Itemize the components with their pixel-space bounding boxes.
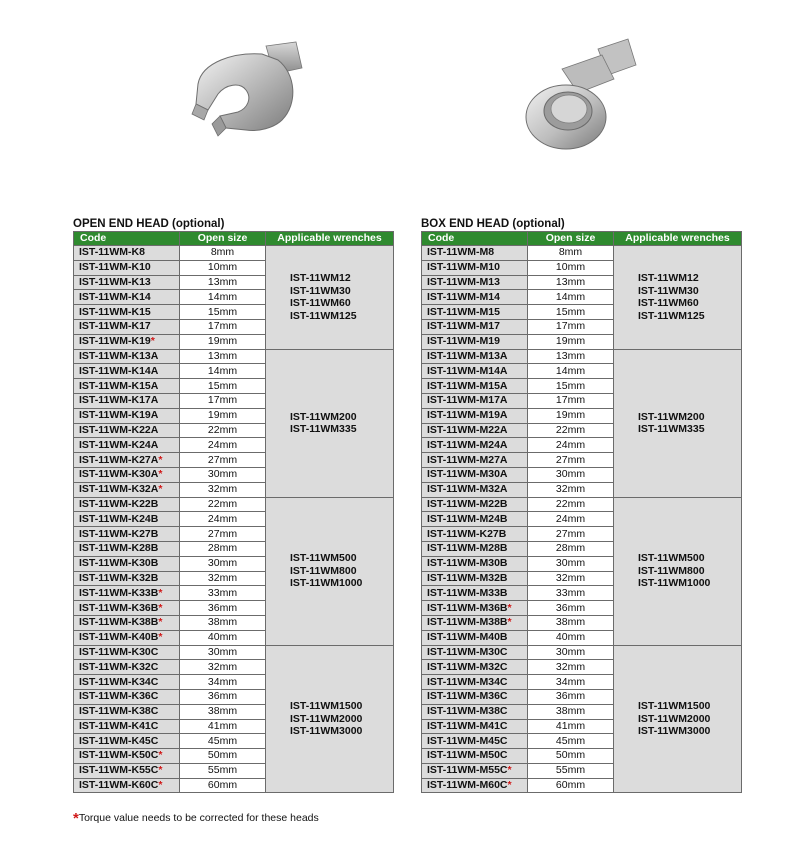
open-size-cell: 24mm: [180, 438, 266, 453]
code-cell: [422, 260, 528, 275]
wrench-model: IST-11WM2000: [638, 712, 711, 725]
code-cell: [422, 645, 528, 660]
code-text: IST-11WM-K34C: [79, 675, 159, 688]
code-cell: [74, 778, 180, 793]
code-cell: [74, 260, 180, 275]
header-code: Code: [422, 232, 528, 246]
open-size-cell: 24mm: [528, 438, 614, 453]
code-cell: [422, 364, 528, 379]
wrench-model: IST-11WM30: [290, 284, 351, 297]
code-cell: [422, 467, 528, 482]
code-text: IST-11WM-K55C: [79, 764, 159, 777]
code-cell: [74, 719, 180, 734]
torque-correction-star: *: [150, 335, 155, 348]
open-size-cell: 32mm: [528, 482, 614, 497]
footnote-star: *: [73, 810, 79, 827]
code-cell: [422, 349, 528, 364]
table-row: [74, 645, 394, 660]
code-text: IST-11WM-M10: [427, 261, 500, 274]
code-text: IST-11WM-M30A: [427, 468, 508, 481]
code-cell: [74, 393, 180, 408]
code-text: IST-11WM-M32A: [427, 483, 508, 496]
code-cell: [422, 704, 528, 719]
code-cell: [422, 749, 528, 764]
code-text: IST-11WM-K22A: [79, 423, 159, 436]
code-cell: [422, 379, 528, 394]
code-text: IST-11WM-M15: [427, 305, 500, 318]
box-end-head-image: [522, 35, 652, 155]
open-size-cell: 15mm: [180, 379, 266, 394]
code-cell: [422, 778, 528, 793]
table-row: [74, 349, 394, 364]
code-text: IST-11WM-K45C: [79, 734, 159, 747]
code-cell: [422, 601, 528, 616]
applicable-wrenches-cell: [266, 246, 394, 350]
wrench-model: IST-11WM2000: [290, 712, 363, 725]
open-size-cell: 19mm: [180, 408, 266, 423]
code-text: IST-11WM-K60C: [79, 779, 159, 792]
code-text: IST-11WM-M17A: [427, 394, 508, 407]
code-text: IST-11WM-M22A: [427, 423, 508, 436]
open-size-cell: 34mm: [180, 675, 266, 690]
code-cell: [422, 393, 528, 408]
open-size-cell: 27mm: [180, 527, 266, 542]
box-end-title: BOX END HEAD (optional): [421, 218, 565, 230]
code-text: IST-11WM-M27A: [427, 453, 508, 466]
code-text: IST-11WM-K27B: [427, 527, 507, 540]
open-size-cell: 45mm: [180, 734, 266, 749]
code-text: IST-11WM-M22B: [427, 497, 508, 510]
open-size-cell: 38mm: [528, 704, 614, 719]
code-cell: [74, 438, 180, 453]
code-text: IST-11WM-M33B: [427, 586, 508, 599]
open-size-cell: 30mm: [180, 556, 266, 571]
open-size-cell: 10mm: [528, 260, 614, 275]
code-text: IST-11WM-K13: [79, 275, 151, 288]
open-size-cell: 30mm: [528, 467, 614, 482]
open-size-cell: 32mm: [180, 482, 266, 497]
code-cell: [422, 615, 528, 630]
wrench-model: IST-11WM3000: [638, 725, 711, 738]
code-cell: [74, 675, 180, 690]
wrench-model: IST-11WM1500: [638, 700, 711, 713]
code-cell: [422, 675, 528, 690]
open-size-cell: 30mm: [528, 645, 614, 660]
open-size-cell: 50mm: [528, 749, 614, 764]
code-text: IST-11WM-M30C: [427, 645, 508, 658]
wrench-model: IST-11WM60: [290, 297, 351, 310]
open-size-cell: 13mm: [180, 349, 266, 364]
open-size-cell: 8mm: [180, 246, 266, 261]
code-cell: [74, 408, 180, 423]
open-size-cell: 30mm: [180, 645, 266, 660]
code-text: IST-11WM-K32C: [79, 660, 159, 673]
code-cell: [74, 763, 180, 778]
code-text: IST-11WM-M55C: [427, 764, 508, 777]
applicable-wrenches-cell: [614, 246, 742, 350]
open-size-cell: 40mm: [528, 630, 614, 645]
code-text: IST-11WM-K19: [79, 335, 151, 348]
header-applicable-wrenches: Applicable wrenches: [266, 232, 394, 246]
open-size-cell: 22mm: [180, 497, 266, 512]
code-text: IST-11WM-K50C: [79, 749, 159, 762]
table-row: [74, 246, 394, 261]
code-cell: [74, 349, 180, 364]
torque-correction-star: *: [158, 453, 163, 466]
code-text: IST-11WM-K27B: [79, 527, 159, 540]
code-cell: [422, 660, 528, 675]
open-size-cell: 38mm: [180, 615, 266, 630]
open-size-cell: 55mm: [180, 763, 266, 778]
torque-correction-star: *: [507, 764, 512, 777]
open-size-cell: 28mm: [528, 541, 614, 556]
open-size-cell: 27mm: [180, 453, 266, 468]
open-size-cell: 27mm: [528, 527, 614, 542]
code-cell: [422, 719, 528, 734]
open-size-cell: 38mm: [528, 615, 614, 630]
code-cell: [422, 512, 528, 527]
code-cell: [422, 246, 528, 261]
open-size-cell: 36mm: [180, 689, 266, 704]
open-end-head-image: [178, 38, 308, 142]
open-size-cell: 22mm: [528, 497, 614, 512]
code-text: IST-11WM-M28B: [427, 542, 508, 555]
code-text: IST-11WM-K30C: [79, 645, 159, 658]
table-row: [422, 645, 742, 660]
header-open-size: Open size: [180, 232, 266, 246]
wrench-model: IST-11WM3000: [290, 725, 363, 738]
code-cell: [422, 734, 528, 749]
open-size-cell: 30mm: [180, 467, 266, 482]
code-cell: [74, 556, 180, 571]
open-size-cell: 24mm: [180, 512, 266, 527]
open-size-cell: 14mm: [180, 290, 266, 305]
header-row: [422, 232, 742, 246]
code-text: IST-11WM-M19A: [427, 409, 508, 422]
header-applicable-wrenches: Applicable wrenches: [614, 232, 742, 246]
code-text: IST-11WM-M60C: [427, 779, 508, 792]
code-cell: [74, 527, 180, 542]
open-size-cell: 15mm: [528, 305, 614, 320]
code-text: IST-11WM-K32B: [79, 571, 159, 584]
code-text: IST-11WM-K30A: [79, 468, 159, 481]
wrench-model: IST-11WM1000: [638, 577, 711, 590]
wrench-model: IST-11WM1500: [290, 700, 363, 713]
code-cell: [422, 319, 528, 334]
code-cell: [422, 334, 528, 349]
header-open-size: Open size: [528, 232, 614, 246]
code-text: IST-11WM-M41C: [427, 719, 508, 732]
code-text: IST-11WM-K33B: [79, 586, 159, 599]
open-end-section: [73, 218, 393, 793]
code-cell: [74, 364, 180, 379]
open-size-cell: 14mm: [528, 290, 614, 305]
wrench-model: IST-11WM12: [638, 272, 699, 285]
code-cell: [74, 541, 180, 556]
torque-correction-star: *: [158, 631, 163, 644]
code-text: IST-11WM-K24B: [79, 512, 159, 525]
code-text: IST-11WM-K36B: [79, 601, 159, 614]
wrench-model: IST-11WM200: [638, 410, 705, 423]
applicable-wrenches-cell: [266, 349, 394, 497]
open-size-cell: 27mm: [528, 453, 614, 468]
code-cell: [74, 601, 180, 616]
code-cell: [74, 423, 180, 438]
code-cell: [74, 586, 180, 601]
code-cell: [422, 556, 528, 571]
code-cell: [74, 334, 180, 349]
code-text: IST-11WM-K32A: [79, 483, 159, 496]
code-text: IST-11WM-K27A: [79, 453, 159, 466]
footnote-text: Torque value needs to be corrected for these heads: [78, 812, 319, 824]
code-text: IST-11WM-K19A: [79, 409, 159, 422]
code-cell: [74, 379, 180, 394]
code-cell: [74, 467, 180, 482]
code-cell: [422, 275, 528, 290]
code-cell: [422, 527, 528, 542]
applicable-wrenches-cell: [266, 497, 394, 645]
code-cell: [422, 482, 528, 497]
code-text: IST-11WM-M15A: [427, 379, 508, 392]
code-text: IST-11WM-K15A: [79, 379, 159, 392]
code-text: IST-11WM-K38C: [79, 705, 159, 718]
open-size-cell: 30mm: [528, 556, 614, 571]
code-cell: [74, 704, 180, 719]
code-text: IST-11WM-M14: [427, 290, 500, 303]
open-size-cell: 32mm: [180, 571, 266, 586]
code-text: IST-11WM-M24B: [427, 512, 508, 525]
open-size-cell: 32mm: [528, 660, 614, 675]
box-end-body: [422, 246, 742, 793]
wrench-model: IST-11WM500: [290, 552, 357, 565]
open-size-cell: 32mm: [528, 571, 614, 586]
open-size-cell: 17mm: [528, 319, 614, 334]
torque-correction-star: *: [158, 779, 163, 792]
code-text: IST-11WM-K17A: [79, 394, 159, 407]
code-text: IST-11WM-K30B: [79, 557, 159, 570]
wrench-model: IST-11WM500: [638, 552, 705, 565]
open-size-cell: 38mm: [180, 704, 266, 719]
code-text: IST-11WM-M24A: [427, 438, 508, 451]
open-size-cell: 15mm: [180, 305, 266, 320]
applicable-wrenches-cell: [614, 497, 742, 645]
code-text: IST-11WM-M34C: [427, 675, 508, 688]
code-text: IST-11WM-K10: [79, 261, 151, 274]
open-size-cell: 36mm: [180, 601, 266, 616]
code-cell: [74, 645, 180, 660]
open-size-cell: 14mm: [528, 364, 614, 379]
table-row: [422, 246, 742, 261]
wrench-model: IST-11WM30: [638, 284, 699, 297]
open-size-cell: 8mm: [528, 246, 614, 261]
code-cell: [74, 749, 180, 764]
open-size-cell: 36mm: [528, 689, 614, 704]
open-size-cell: 36mm: [528, 601, 614, 616]
code-text: IST-11WM-M8: [427, 246, 495, 259]
code-cell: [74, 246, 180, 261]
open-end-table: [73, 231, 394, 793]
torque-correction-star: *: [158, 468, 163, 481]
code-cell: [422, 630, 528, 645]
open-size-cell: 41mm: [180, 719, 266, 734]
torque-correction-star: *: [507, 601, 512, 614]
wrench-model: IST-11WM800: [290, 564, 357, 577]
code-cell: [74, 660, 180, 675]
code-text: IST-11WM-M38C: [427, 705, 508, 718]
open-size-cell: 41mm: [528, 719, 614, 734]
torque-correction-star: *: [158, 586, 163, 599]
code-cell: [422, 571, 528, 586]
code-cell: [422, 438, 528, 453]
open-size-cell: 33mm: [180, 586, 266, 601]
code-text: IST-11WM-M40B: [427, 631, 508, 644]
open-size-cell: 28mm: [180, 541, 266, 556]
code-cell: [422, 408, 528, 423]
code-text: IST-11WM-M14A: [427, 364, 508, 377]
box-end-table: [421, 231, 742, 793]
header-code: Code: [74, 232, 180, 246]
code-text: IST-11WM-K13A: [79, 349, 159, 362]
code-cell: [74, 571, 180, 586]
code-cell: [74, 453, 180, 468]
open-size-cell: 33mm: [528, 586, 614, 601]
open-size-cell: 17mm: [180, 319, 266, 334]
torque-correction-star: *: [158, 601, 163, 614]
code-text: IST-11WM-M17: [427, 320, 500, 333]
open-size-cell: 34mm: [528, 675, 614, 690]
code-text: IST-11WM-K36C: [79, 690, 159, 703]
torque-correction-star: *: [158, 764, 163, 777]
code-text: IST-11WM-M30B: [427, 557, 508, 570]
code-text: IST-11WM-M32C: [427, 660, 508, 673]
torque-correction-star: *: [158, 749, 163, 762]
open-size-cell: 19mm: [528, 408, 614, 423]
code-text: IST-11WM-K24A: [79, 438, 159, 451]
code-text: IST-11WM-M13: [427, 275, 500, 288]
open-size-cell: 15mm: [528, 379, 614, 394]
open-size-cell: 13mm: [528, 275, 614, 290]
code-cell: [74, 319, 180, 334]
table-row: [422, 497, 742, 512]
open-size-cell: 10mm: [180, 260, 266, 275]
code-text: IST-11WM-M32B: [427, 571, 508, 584]
code-text: IST-11WM-K38B: [79, 616, 159, 629]
open-size-cell: 19mm: [180, 334, 266, 349]
code-cell: [422, 453, 528, 468]
code-text: IST-11WM-M38B: [427, 616, 508, 629]
code-cell: [422, 586, 528, 601]
torque-correction-star: *: [507, 616, 512, 629]
applicable-wrenches-cell: [614, 645, 742, 793]
open-size-cell: 22mm: [180, 423, 266, 438]
wrench-model: IST-11WM125: [290, 309, 357, 322]
code-text: IST-11WM-K28B: [79, 542, 159, 555]
wrench-model: IST-11WM200: [290, 410, 357, 423]
code-text: IST-11WM-K14: [79, 290, 151, 303]
wrench-model: IST-11WM12: [290, 272, 351, 285]
code-text: IST-11WM-K17: [79, 320, 151, 333]
wrench-model: IST-11WM125: [638, 309, 705, 322]
open-end-body: [74, 246, 394, 793]
code-cell: [74, 615, 180, 630]
open-size-cell: 17mm: [180, 393, 266, 408]
header-row: [74, 232, 394, 246]
code-cell: [74, 630, 180, 645]
wrench-model: IST-11WM60: [638, 297, 699, 310]
open-size-cell: 13mm: [528, 349, 614, 364]
open-size-cell: 14mm: [180, 364, 266, 379]
open-size-cell: 60mm: [528, 778, 614, 793]
code-cell: [74, 305, 180, 320]
table-row: [74, 497, 394, 512]
open-size-cell: 19mm: [528, 334, 614, 349]
open-size-cell: 32mm: [180, 660, 266, 675]
code-text: IST-11WM-M50C: [427, 749, 508, 762]
code-text: IST-11WM-K40B: [79, 631, 159, 644]
torque-correction-star: *: [507, 779, 512, 792]
code-cell: [74, 734, 180, 749]
open-size-cell: 22mm: [528, 423, 614, 438]
open-size-cell: 50mm: [180, 749, 266, 764]
open-size-cell: 55mm: [528, 763, 614, 778]
code-text: IST-11WM-K14A: [79, 364, 159, 377]
code-text: IST-11WM-M36B: [427, 601, 508, 614]
code-cell: [422, 763, 528, 778]
open-size-cell: 24mm: [528, 512, 614, 527]
wrench-model: IST-11WM800: [638, 564, 705, 577]
code-cell: [422, 541, 528, 556]
code-text: IST-11WM-M13A: [427, 349, 508, 362]
open-size-cell: 13mm: [180, 275, 266, 290]
table-row: [422, 349, 742, 364]
code-cell: [74, 689, 180, 704]
applicable-wrenches-cell: [266, 645, 394, 793]
footnote: [73, 808, 319, 825]
open-size-cell: 60mm: [180, 778, 266, 793]
code-cell: [422, 423, 528, 438]
applicable-wrenches-cell: [614, 349, 742, 497]
code-text: IST-11WM-K41C: [79, 719, 159, 732]
open-size-cell: 40mm: [180, 630, 266, 645]
code-text: IST-11WM-M36C: [427, 690, 508, 703]
torque-correction-star: *: [158, 483, 163, 496]
code-text: IST-11WM-M19: [427, 335, 500, 348]
open-size-cell: 45mm: [528, 734, 614, 749]
wrench-model: IST-11WM335: [290, 423, 357, 436]
code-cell: [74, 512, 180, 527]
torque-correction-star: *: [158, 616, 163, 629]
box-end-section: [421, 218, 741, 793]
code-cell: [74, 482, 180, 497]
code-text: IST-11WM-M45C: [427, 734, 508, 747]
code-cell: [422, 497, 528, 512]
code-text: IST-11WM-K22B: [79, 497, 159, 510]
code-cell: [74, 497, 180, 512]
code-cell: [74, 290, 180, 305]
code-cell: [422, 290, 528, 305]
code-cell: [422, 689, 528, 704]
open-end-title: OPEN END HEAD (optional): [73, 218, 225, 230]
code-text: IST-11WM-K8: [79, 246, 145, 259]
open-size-cell: 17mm: [528, 393, 614, 408]
code-text: IST-11WM-K15: [79, 305, 151, 318]
wrench-model: IST-11WM335: [638, 423, 705, 436]
code-cell: [422, 305, 528, 320]
code-cell: [74, 275, 180, 290]
wrench-model: IST-11WM1000: [290, 577, 363, 590]
